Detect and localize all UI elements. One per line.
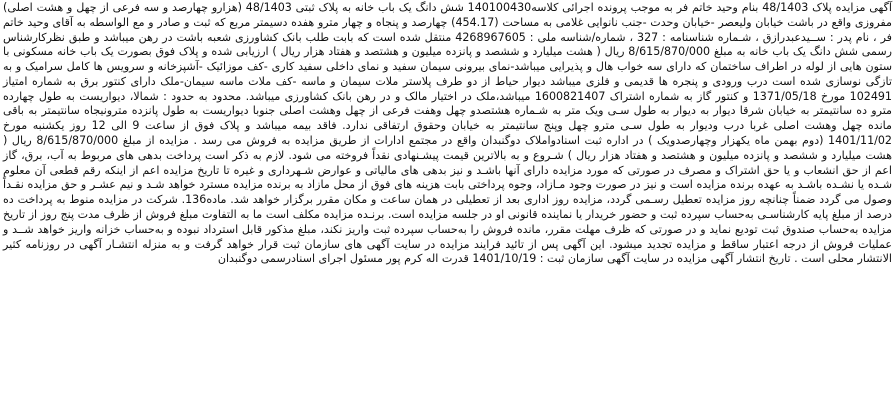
notice-text: آگهی مزایده پلاک 48/1403 بنام وحید خاتم فر به موجب پرونده اجرائی کلاسه140100430 شش دانگ یک باب خانه به پلاک ثبتی 48/1403 (هزارو چهارصد و سه فرعی از چهل و هشت اصلی) مفروزی واقع در باشت خیابان ولیعصر -خیابان وحدت -جنب نانوایی غلامی به مساحت (454.17) چهارصد و پنجاه و چهار مترو هفده دسیمتر مربع که ثبت و صادر و مع الواسطه به آقای وحید خاتم فر ، نام پدر : ســیدعبدرازق ، شـماره شناسنامه : 327 ، شماره/شناسه ملی : 4268967605 منتقل شده است که بابت طلب بانک کشاورزی شعبه باشت در رهن میباشد و طبق نظرکارشناس رسمی شش دانگ یک باب خانه به مبلغ 8/615/870/000 ریال ( هشت میلیارد و ششصد و پانزده میلیون و هشتصد و هفتاد هزار ریال ) ارزیابی شده و پلاک فوق بصورت یک باب خانه مسکونی با ستون هایی از لوله در اطراف ساختمان که دارای سه خواب هال و پذیرایی میباشد-نمای بیرونی سیمان سفید و نمای داخلی سفید کاری -کف موزائیک -آشپزخانه و سرویس ها کامل سرامیک و به تازگی نوسازی شده است درب ورودی و پنجره ها قدیمی و فلزی میباشد دیوار حیاط از دو طرف پلاستر ملات سیمان و ماسه -کف ملات ماسه سیمان-ملک دارای کنتور برق به شماره امتیاز 102491 مورخ 1371/05/18 و کنتور گاز به شماره اشتراک 1600821407 میباشد،ملک در اختیار مالک و در رهن بانک کشاورزی میباشد. محدود به حدود : شمالا، دیواریست به طول چهارده مترو ده سانتیمتر به خیابان شرقا دیوار به دیوار به طول سـی ویک متر به شـماره هشتصدو چهل وهفت فرعی از چهل وهشت اصلی جنوبا دیواریست به طول پانزده مترونیجاه سانتیمتر به باقی مانده چهل وهشت اصلی غربا درب ودیوار به طول سـی مترو چهل وپنج سانتیمتر به خیابان وحقوق ارتفاقی ندارد. فاقد بیمه میباشد و پلاک فوق از ساعت 9 الی 12 روز یکشنبه مورخ 1401/11/02 (دوم بهمن ماه یکهزار وچهارصدویک ) در اداره ثبت اسنادواملاک دوگنبدان واقع در مجتمع ادارات از طریق مزایده به فروش می رسد . مزایده از مبلغ 8/615/870/000 ریال ( هشت میلیارد و ششصد و پانزده میلیون و هشتصد و هفتاد هزار ریال ) شـروع و به بالاترین قیمت پیشـنهادی نقداً فروخته می شود. لازم به ذکر است پرداخت بدهی های مربوط به آب، برق، گاز اعم از حق انشعاب و یا حق اشتراک و مصرف در صورتی که مورد مزایده دارای آنها باشـد و نیز بدهی های مالیاتی و عوارض شـهرداری و غیره تا تاریخ مزایده اعم از اینکه رقم قطعی آن معلوم شـده یا نشـده باشـد به عهده برنده مزایده است و نیز در صورت وجود مـازاد، وجوه پرداختی بابت هزینه های فوق از محل مازاد به برنده مزایده مسترد خواهد شـد و نیم عشـر و حق مزایده نقـداً وصول می گردد ضمناً چنانچه روز مزایده تعطیل رسـمی گردد، مزایده روز اداری بعد از تعطیلی در همان ساعت و مکان مقرر برگزار خواهد شد. ماده136. شرکت در مزایده منوط به پرداخت ده درصد از مبلغ پایه کارشناسـی به‌حساب سپرده ثبت و حضور خریدار یا نماینده قانونی او در جلسه مزایده است. برنـده مزایده مکلف است ما به التفاوت مبلغ فروش از ظرف مدت پنج روز از تاریخ مزایده به‌حساب صندوق ثبت تودیع نماید و در صورتی که ظرف مهلت مقرر، مانده فروش را به‌حساب سپرده ثبت واریز نکند، مبلغ مذکور قابل استرداد نبوده و به‌حساب خزانه واریز خواهد شــد و عملیات فروش از درجه اعتبار ساقط و مزایده تجدید میشود. این آگهی پس از تائید فرایند مزایده در سایت آگهی های سازمان ثبت قرار خواهد گرفت و به منزله انتشـار آگهی در روزنامه کثیر الانتشار محلی است . تاریخ انتشار آگهی مزایده در سایت آگهی سازمان ثبت : 1401/10/19 قدرت اله کرم پور مسئول اجرای اسنادرسمی دوگنبدان <box>3 1 893 266</box>
